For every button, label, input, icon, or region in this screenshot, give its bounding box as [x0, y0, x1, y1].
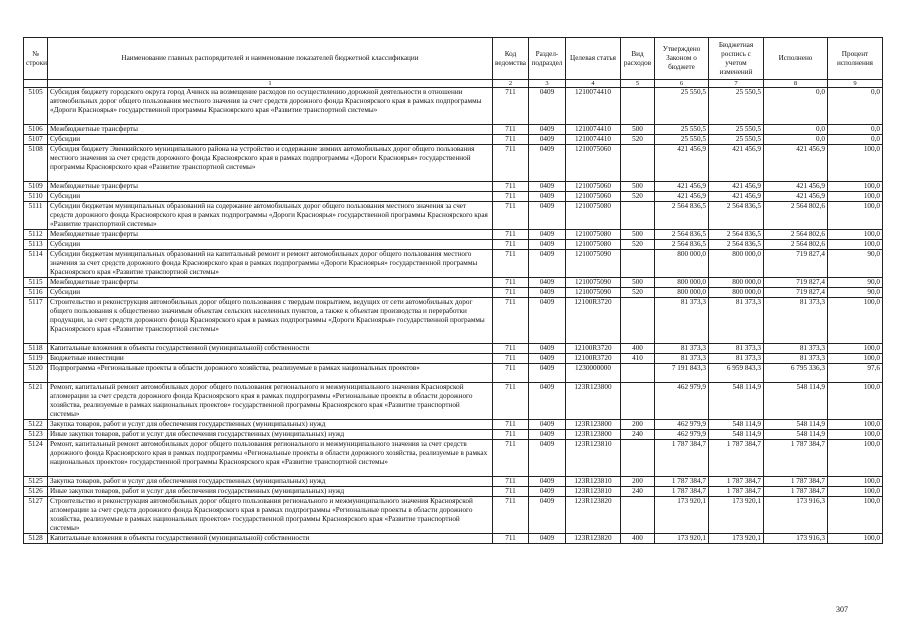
table-row [24, 354, 883, 364]
table-row [24, 250, 883, 278]
row-name: Субсидии [48, 288, 493, 298]
column-number: 4 [566, 80, 621, 88]
table-row [24, 383, 883, 420]
row-list: 1 787 384,7 [709, 477, 764, 487]
row-section: 0409 [529, 440, 566, 477]
row-number: 5116 [24, 288, 48, 298]
header-row-no: № строки [24, 38, 48, 80]
row-approved: 81 373,3 [655, 298, 709, 344]
row-section: 0409 [529, 487, 566, 497]
row-approved: 421 456,9 [655, 182, 709, 192]
row-kind: 520 [621, 240, 655, 250]
row-code: 711 [493, 250, 529, 278]
row-section: 0409 [529, 202, 566, 230]
row-article: 12100R3720 [566, 354, 621, 364]
row-section: 0409 [529, 497, 566, 534]
row-list: 173 920,1 [709, 497, 764, 534]
row-code: 711 [493, 230, 529, 240]
row-name: Межбюджетные трансферты [48, 125, 493, 135]
row-article: 123R123820 [566, 534, 621, 544]
row-approved: 462 979,9 [655, 383, 709, 420]
row-percent: 100,0 [828, 487, 883, 497]
row-code: 711 [493, 278, 529, 288]
row-article: 123R123800 [566, 383, 621, 420]
table-row [24, 278, 883, 288]
row-name: Субсидия бюджету городского округа город Ачинск на возмещение расходов по осуществлению дорожной деятельности в отношении автомобильных дорог общего пользования местного значения за счет средств дорожного фонда Красноярского края в рамках подпрограммы «Дороги Красноярья» государственной программы Красноярского края «Развитие транспортной системы» [48, 88, 493, 125]
row-name: Подпрограмма «Региональные проекты в области дорожного хозяйства, реализуемые в рамках национальных проектов» [48, 364, 493, 383]
row-list: 25 550,5 [709, 88, 764, 125]
row-approved: 2 564 836,5 [655, 240, 709, 250]
row-list: 421 456,9 [709, 182, 764, 192]
row-kind [621, 440, 655, 477]
row-name: Строительство и реконструкция автомобильных дорог общего пользования регионального и межмуниципального значения Красноярской агломерации за счет средств дорожного фонда Красноярского края в рамках подпрограммы «Региональные проекты в области дорожного хозяйства, реализуемые в рамках национальных проектов» государственной программы Красноярского края «Развитие транспортной системы» [48, 497, 493, 534]
row-percent: 100,0 [828, 497, 883, 534]
row-executed: 2 564 802,6 [764, 230, 828, 240]
row-list: 548 114,9 [709, 420, 764, 430]
row-approved: 25 550,5 [655, 125, 709, 135]
row-executed: 0,0 [764, 125, 828, 135]
row-list: 1 787 384,7 [709, 440, 764, 477]
row-article: 1210074410 [566, 88, 621, 125]
row-name: Субсидии [48, 240, 493, 250]
row-article: 123R123810 [566, 440, 621, 477]
column-number: 2 [493, 80, 529, 88]
row-name: Ремонт, капитальный ремонт автомобильных дорог общего пользования регионального и межмуниципального значения Красноярской агломерации за счет средств дорожного фонда Красноярского края в рамках подпрограммы «Региональные проекты в области дорожного хозяйства, реализуемые в рамках национальных проектов» государственной программы Красноярского края «Развитие транспортной системы» [48, 383, 493, 420]
row-approved: 800 000,0 [655, 278, 709, 288]
row-approved: 173 920,1 [655, 534, 709, 544]
row-approved: 800 000,0 [655, 288, 709, 298]
table-row [24, 145, 883, 182]
row-percent: 0,0 [828, 125, 883, 135]
row-approved: 25 550,5 [655, 135, 709, 145]
row-list: 25 550,5 [709, 125, 764, 135]
row-list: 800 000,0 [709, 250, 764, 278]
row-approved: 462 979,9 [655, 420, 709, 430]
row-article: 123R123800 [566, 420, 621, 430]
header-kind: Вид расходов [621, 38, 655, 80]
row-approved: 1 787 384,7 [655, 487, 709, 497]
row-percent: 100,0 [828, 192, 883, 202]
row-percent: 100,0 [828, 420, 883, 430]
row-section: 0409 [529, 250, 566, 278]
row-approved: 1 787 384,7 [655, 477, 709, 487]
row-name: Субсидии [48, 135, 493, 145]
row-article: 1210074410 [566, 135, 621, 145]
row-number: 5121 [24, 383, 48, 420]
row-number: 5128 [24, 534, 48, 544]
row-approved: 421 456,9 [655, 192, 709, 202]
column-number: 6 [655, 80, 709, 88]
page-number: 307 [836, 605, 848, 614]
row-list: 173 920,1 [709, 534, 764, 544]
row-percent: 97,6 [828, 364, 883, 383]
row-code: 711 [493, 135, 529, 145]
row-section: 0409 [529, 383, 566, 420]
row-section: 0409 [529, 344, 566, 354]
row-code: 711 [493, 497, 529, 534]
row-number: 5122 [24, 420, 48, 430]
row-article: 123R123820 [566, 497, 621, 534]
header-article: Целевая статья [566, 38, 621, 80]
row-code: 711 [493, 420, 529, 430]
row-approved: 1 787 384,7 [655, 440, 709, 477]
row-number: 5107 [24, 135, 48, 145]
row-code: 711 [493, 354, 529, 364]
row-executed: 421 456,9 [764, 182, 828, 192]
row-kind: 500 [621, 125, 655, 135]
table-row [24, 182, 883, 192]
row-section: 0409 [529, 135, 566, 145]
table-row [24, 125, 883, 135]
row-section: 0409 [529, 534, 566, 544]
row-article: 12100R3720 [566, 344, 621, 354]
table-row [24, 420, 883, 430]
row-executed: 719 827,4 [764, 250, 828, 278]
row-percent: 100,0 [828, 182, 883, 192]
row-percent: 100,0 [828, 477, 883, 487]
row-kind: 200 [621, 477, 655, 487]
column-number: 8 [764, 80, 828, 88]
row-kind [621, 145, 655, 182]
table-row [24, 430, 883, 440]
row-number: 5127 [24, 497, 48, 534]
row-article: 1210075060 [566, 182, 621, 192]
row-name: Строительство и реконструкция автомобильных дорог общего пользования с твердым покрытием, ведущих от сети автомобильных дорог общего пользования к общественно значимым объектам сельских населенных пунктов, а также к объектам производства и переработки продукции, за счет средств дорожного фонда Красноярского края в рамках подпрограммы «Дороги Красноярья» государственной программы Красноярского края «Развитие транспортной системы» [48, 298, 493, 344]
table-row [24, 344, 883, 354]
row-name: Межбюджетные трансферты [48, 278, 493, 288]
row-approved: 2 564 836,5 [655, 230, 709, 240]
row-executed: 421 456,9 [764, 192, 828, 202]
row-executed: 719 827,4 [764, 278, 828, 288]
row-section: 0409 [529, 288, 566, 298]
row-section: 0409 [529, 420, 566, 430]
row-number: 5119 [24, 354, 48, 364]
row-percent: 100,0 [828, 534, 883, 544]
row-executed: 173 916,3 [764, 534, 828, 544]
row-kind: 500 [621, 278, 655, 288]
row-percent: 0,0 [828, 135, 883, 145]
row-code: 711 [493, 88, 529, 125]
row-code: 711 [493, 440, 529, 477]
row-kind: 400 [621, 344, 655, 354]
column-number: 5 [621, 80, 655, 88]
row-number: 5117 [24, 298, 48, 344]
row-percent: 100,0 [828, 440, 883, 477]
row-code: 711 [493, 288, 529, 298]
row-executed: 548 114,9 [764, 383, 828, 420]
table-row [24, 477, 883, 487]
header-name: Наименование главных распорядителей и наименование показателей бюджетной классификации [48, 38, 493, 80]
row-section: 0409 [529, 354, 566, 364]
row-approved: 421 456,9 [655, 145, 709, 182]
row-name: Капитальные вложения в объекты государственной (муниципальной) собственности [48, 534, 493, 544]
row-number: 5112 [24, 230, 48, 240]
row-name: Субсидии бюджетам муниципальных образований на капитальный ремонт и ремонт автомобильных дорог общего пользования местного значения за счет средств дорожного фонда Красноярского края в рамках подпрограммы «Дороги Красноярья» государственной программы Красноярского края «Развитие транспортной системы» [48, 250, 493, 278]
row-percent: 100,0 [828, 145, 883, 182]
row-list: 548 114,9 [709, 383, 764, 420]
column-number-row [24, 80, 883, 88]
row-executed: 2 564 802,6 [764, 202, 828, 230]
row-kind: 520 [621, 288, 655, 298]
row-kind: 410 [621, 354, 655, 364]
row-name: Закупка товаров, работ и услуг для обеспечения государственных (муниципальных) нужд [48, 420, 493, 430]
row-percent: 100,0 [828, 344, 883, 354]
row-name: Межбюджетные трансферты [48, 230, 493, 240]
row-article: 123R123810 [566, 487, 621, 497]
column-number: 9 [828, 80, 883, 88]
table-row [24, 487, 883, 497]
row-list: 1 787 384,7 [709, 487, 764, 497]
row-section: 0409 [529, 88, 566, 125]
row-article: 123R123810 [566, 477, 621, 487]
row-kind [621, 88, 655, 125]
row-list: 421 456,9 [709, 192, 764, 202]
header-executed: Исполнено [764, 38, 828, 80]
row-article: 1210075090 [566, 250, 621, 278]
row-article: 1210075080 [566, 202, 621, 230]
row-percent: 90,0 [828, 288, 883, 298]
row-approved: 462 979,9 [655, 430, 709, 440]
row-number: 5106 [24, 125, 48, 135]
row-code: 711 [493, 182, 529, 192]
row-name: Субсидия бюджету Эвенкийского муниципального района на устройство и содержание зимних автомобильных дорог общего пользования местного значения за счет средств дорожного фонда Красноярского края в рамках подпрограммы «Дороги Красноярья» государственной программы Красноярского края «Развитие транспортной системы» [48, 145, 493, 182]
row-code: 711 [493, 364, 529, 383]
row-section: 0409 [529, 192, 566, 202]
column-number [24, 80, 48, 88]
row-list: 421 456,9 [709, 145, 764, 182]
table-row [24, 88, 883, 125]
row-kind: 240 [621, 430, 655, 440]
row-percent: 100,0 [828, 430, 883, 440]
row-article: 1210075090 [566, 278, 621, 288]
row-section: 0409 [529, 278, 566, 288]
row-kind: 500 [621, 230, 655, 240]
row-approved: 2 564 836,5 [655, 202, 709, 230]
row-executed: 1 787 384,7 [764, 440, 828, 477]
row-executed: 173 916,3 [764, 497, 828, 534]
row-name: Закупка товаров, работ и услуг для обеспечения государственных (муниципальных) нужд [48, 477, 493, 487]
table-row [24, 240, 883, 250]
row-article: 1210074410 [566, 125, 621, 135]
row-number: 5114 [24, 250, 48, 278]
row-executed: 1 787 384,7 [764, 487, 828, 497]
row-list: 81 373,3 [709, 344, 764, 354]
row-section: 0409 [529, 298, 566, 344]
row-code: 711 [493, 383, 529, 420]
row-code: 711 [493, 202, 529, 230]
row-code: 711 [493, 430, 529, 440]
header-percent: Процент исполнения [828, 38, 883, 80]
row-code: 711 [493, 240, 529, 250]
row-number: 5111 [24, 202, 48, 230]
row-article: 1210075060 [566, 192, 621, 202]
row-kind: 400 [621, 534, 655, 544]
row-kind [621, 364, 655, 383]
row-approved: 25 550,5 [655, 88, 709, 125]
row-executed: 81 373,3 [764, 344, 828, 354]
row-section: 0409 [529, 240, 566, 250]
row-section: 0409 [529, 477, 566, 487]
row-code: 711 [493, 487, 529, 497]
row-kind [621, 250, 655, 278]
row-list: 2 564 836,5 [709, 202, 764, 230]
row-number: 5126 [24, 487, 48, 497]
header-approved: Утверждено Законом о бюджете [655, 38, 709, 80]
table-row [24, 135, 883, 145]
row-number: 5123 [24, 430, 48, 440]
row-list: 81 373,3 [709, 354, 764, 364]
row-name: Иные закупки товаров, работ и услуг для обеспечения государственных (муниципальных) нужд [48, 430, 493, 440]
row-section: 0409 [529, 182, 566, 192]
row-list: 6 959 843,3 [709, 364, 764, 383]
row-number: 5120 [24, 364, 48, 383]
row-executed: 548 114,9 [764, 420, 828, 430]
row-number: 5109 [24, 182, 48, 192]
table-header-row [24, 38, 883, 80]
row-kind: 200 [621, 420, 655, 430]
row-number: 5115 [24, 278, 48, 288]
row-executed: 421 456,9 [764, 145, 828, 182]
row-name: Ремонт, капитальный ремонт автомобильных дорог общего пользования регионального и межмуниципального значения за счет средств дорожного фонда Красноярского края в рамках подпрограммы «Региональные проекты в области дорожного хозяйства, реализуемые в рамках национальных проектов» государственной программы Красноярского края «Развитие транспортной системы» [48, 440, 493, 477]
row-list: 800 000,0 [709, 278, 764, 288]
budget-table [23, 37, 883, 544]
row-section: 0409 [529, 230, 566, 240]
header-code: Код ведомства [493, 38, 529, 80]
row-percent: 100,0 [828, 230, 883, 240]
table-body [24, 88, 883, 544]
column-number: 7 [709, 80, 764, 88]
row-kind: 520 [621, 192, 655, 202]
row-kind: 520 [621, 135, 655, 145]
row-executed: 81 373,3 [764, 354, 828, 364]
row-name: Субсидии бюджетам муниципальных образований на содержание автомобильных дорог общего пользования местного значения за счет средств дорожного фонда Красноярского края в рамках подпрограммы «Дороги Красноярья» государственной программы Красноярского края «Развитие транспортной системы» [48, 202, 493, 230]
row-list: 25 550,5 [709, 135, 764, 145]
table-row [24, 230, 883, 240]
row-name: Межбюджетные трансферты [48, 182, 493, 192]
row-approved: 81 373,3 [655, 344, 709, 354]
row-number: 5108 [24, 145, 48, 182]
row-code: 711 [493, 477, 529, 487]
table-row [24, 192, 883, 202]
row-kind: 500 [621, 182, 655, 192]
table-row [24, 288, 883, 298]
row-approved: 800 000,0 [655, 250, 709, 278]
row-kind [621, 383, 655, 420]
row-percent: 100,0 [828, 354, 883, 364]
row-code: 711 [493, 192, 529, 202]
row-article: 1210075080 [566, 240, 621, 250]
header-list: Бюджетная роспись с учетом изменений [709, 38, 764, 80]
row-executed: 6 795 336,3 [764, 364, 828, 383]
row-executed: 548 114,9 [764, 430, 828, 440]
row-number: 5125 [24, 477, 48, 487]
table-row [24, 364, 883, 383]
row-list: 81 373,3 [709, 298, 764, 344]
row-article: 1210075090 [566, 288, 621, 298]
column-number: 1 [48, 80, 493, 88]
row-code: 711 [493, 298, 529, 344]
row-kind [621, 298, 655, 344]
row-executed: 81 373,3 [764, 298, 828, 344]
row-section: 0409 [529, 364, 566, 383]
row-kind: 240 [621, 487, 655, 497]
row-code: 711 [493, 344, 529, 354]
row-section: 0409 [529, 430, 566, 440]
row-kind [621, 497, 655, 534]
row-executed: 0,0 [764, 88, 828, 125]
row-name: Субсидии [48, 192, 493, 202]
row-number: 5118 [24, 344, 48, 354]
row-number: 5113 [24, 240, 48, 250]
row-kind [621, 202, 655, 230]
row-percent: 90,0 [828, 278, 883, 288]
row-list: 2 564 836,5 [709, 230, 764, 240]
row-number: 5105 [24, 88, 48, 125]
row-number: 5110 [24, 192, 48, 202]
row-article: 12100R3720 [566, 298, 621, 344]
row-code: 711 [493, 125, 529, 135]
column-number: 3 [529, 80, 566, 88]
row-percent: 100,0 [828, 383, 883, 420]
row-code: 711 [493, 145, 529, 182]
row-article: 123R123800 [566, 430, 621, 440]
row-percent: 100,0 [828, 202, 883, 230]
row-name: Капитальные вложения в объекты государственной (муниципальной) собственности [48, 344, 493, 354]
row-article: 1230000000 [566, 364, 621, 383]
row-article: 1210075060 [566, 145, 621, 182]
row-executed: 719 827,4 [764, 288, 828, 298]
row-article: 1210075080 [566, 230, 621, 240]
row-executed: 2 564 802,6 [764, 240, 828, 250]
row-list: 548 114,9 [709, 430, 764, 440]
table-row [24, 534, 883, 544]
row-list: 800 000,0 [709, 288, 764, 298]
table-row [24, 497, 883, 534]
row-executed: 1 787 384,7 [764, 477, 828, 487]
table-row [24, 440, 883, 477]
row-name: Иные закупки товаров, работ и услуг для обеспечения государственных (муниципальных) нужд [48, 487, 493, 497]
row-percent: 90,0 [828, 250, 883, 278]
row-percent: 100,0 [828, 298, 883, 344]
row-percent: 0,0 [828, 88, 883, 125]
table-row [24, 298, 883, 344]
row-section: 0409 [529, 125, 566, 135]
header-section: Раздел-подраздел [529, 38, 566, 80]
row-executed: 0,0 [764, 135, 828, 145]
row-approved: 173 920,1 [655, 497, 709, 534]
row-number: 5124 [24, 440, 48, 477]
row-list: 2 564 836,5 [709, 240, 764, 250]
row-approved: 81 373,3 [655, 354, 709, 364]
row-percent: 100,0 [828, 240, 883, 250]
row-section: 0409 [529, 145, 566, 182]
row-approved: 7 191 843,3 [655, 364, 709, 383]
table-row [24, 202, 883, 230]
row-name: Бюджетные инвестиции [48, 354, 493, 364]
row-code: 711 [493, 534, 529, 544]
